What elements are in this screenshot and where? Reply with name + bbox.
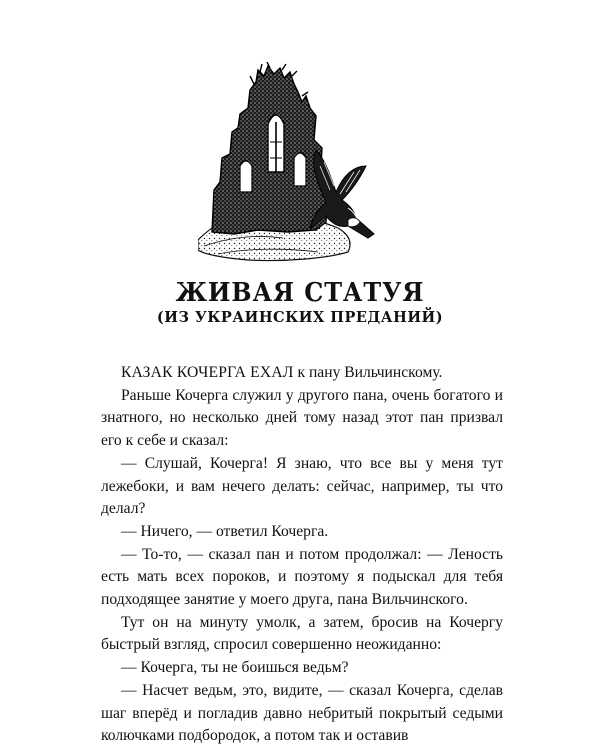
story-subtitle: (ИЗ УКРАИНСКИХ ПРЕДАНИЙ) [156,309,444,326]
paragraph: — То-то, — сказал пан и потом продолжал: — Леность есть мать всех пороков, и поэтому я подыскал для тебя подходящее занятие у моего друга, пана Вильчинского. [101,545,503,609]
paragraph: Тут он на минуту умолк, а затем, бросив на Кочергу быстрый взгляд, спросил совершенно неожиданно: [101,613,503,654]
paragraph: — Ничего, — ответил Кочерга. [121,522,329,540]
paragraph: — Кочерга, ты не боишься ведьм? [121,659,349,677]
story-title: ЖИВАЯ СТАТУЯ [175,278,425,308]
paragraph-text: к пану Вильчинскому. [293,364,443,381]
paragraph: — Слушай, Кочерга! Я знаю, что все вы у меня тут лежебоки, и вам нечего делать: сейчас, например, ты что делал? [101,454,503,518]
ruined-tower-with-eagle-icon [198,62,390,268]
paragraph [101,362,503,385]
story-body [101,362,503,748]
paragraph: Раньше Кочерга служил у другого пана, очень богатого и знатного, но несколько дней тому назад этот пан призвал его к себе и сказал: [101,386,503,450]
paragraph: — Насчет ведьм, это, видите, — сказал Кочерга, сделав шаг вперёд и погладив давно небритый покрытый седыми колючками подбородок, а потом так и оставив [101,681,503,745]
opening-caps: КАЗАК КОЧЕРГА ЕХАЛ [121,364,294,381]
